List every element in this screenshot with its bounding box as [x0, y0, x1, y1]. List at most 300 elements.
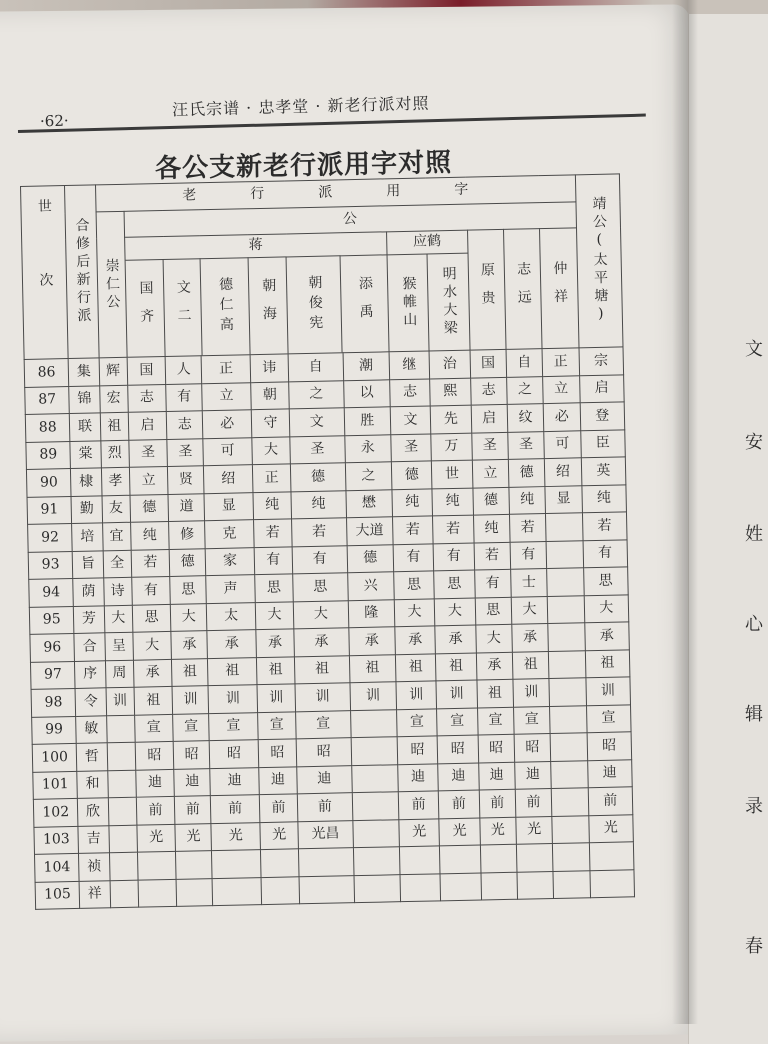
- table-cell: 若: [392, 516, 433, 544]
- jiang-header: 蒋: [125, 232, 387, 260]
- table-cell: 必: [203, 410, 252, 439]
- table-cell: 万: [431, 433, 472, 461]
- generation-number-cell: 90: [26, 468, 71, 496]
- table-cell: 光昌: [298, 820, 353, 849]
- table-cell: 训: [350, 682, 397, 710]
- gong-header: 公: [124, 202, 576, 237]
- table-body: [24, 347, 634, 909]
- page-number: ·62·: [39, 111, 69, 131]
- table-cell: 前: [174, 796, 211, 824]
- table-cell: 荫: [73, 578, 104, 606]
- shi-header: 世次: [21, 186, 69, 360]
- table-cell: 迪: [587, 759, 632, 787]
- table-cell: 大: [293, 600, 348, 629]
- table-cell: 纯: [130, 521, 169, 549]
- table-cell: [350, 709, 397, 737]
- table-cell: 大: [252, 436, 291, 464]
- table-cell: 承: [133, 659, 172, 687]
- table-cell: 祯: [79, 853, 110, 881]
- table-cell: 承: [395, 626, 436, 654]
- table-cell: 纹: [507, 404, 544, 432]
- table-cell: 迪: [297, 765, 352, 794]
- lao-group-header: 老 行 派 用 字: [95, 175, 575, 212]
- table-cell: 祖: [512, 651, 549, 679]
- table-cell: 德: [347, 544, 394, 572]
- table-cell: 承: [294, 628, 349, 657]
- table-cell: 兴: [347, 572, 394, 600]
- table-cell: 大: [394, 598, 435, 626]
- table-cell: 宏: [99, 385, 128, 413]
- table-cell: 宣: [209, 712, 258, 741]
- table-cell: 有: [510, 541, 547, 569]
- table-cell: 思: [394, 571, 435, 599]
- right-page-char: 录: [745, 796, 763, 817]
- generation-number-cell: 95: [29, 606, 74, 634]
- table-cell: 朝: [250, 381, 289, 409]
- table-cell: 志: [390, 378, 431, 406]
- table-cell: 昭: [258, 739, 297, 767]
- table-cell: 立: [543, 375, 580, 403]
- table-cell: 承: [171, 631, 208, 659]
- table-cell: 绍: [545, 458, 582, 486]
- table-cell: [547, 595, 584, 623]
- table-cell: 以: [343, 379, 390, 407]
- table-cell: 圣: [129, 439, 168, 467]
- table-cell: 旨: [73, 550, 104, 578]
- table-cell: 前: [297, 793, 352, 822]
- table-cell: 诗: [103, 577, 132, 605]
- table-cell: 自: [288, 353, 343, 382]
- table-cell: [353, 847, 400, 875]
- table-cell: 立: [472, 459, 509, 487]
- generation-number-cell: 97: [30, 661, 75, 689]
- table-cell: 思: [434, 570, 475, 598]
- table-cell: 有: [474, 569, 511, 597]
- table-cell: 纯: [432, 488, 473, 516]
- table-cell: 前: [439, 790, 480, 818]
- table-cell: 若: [582, 512, 627, 540]
- table-cell: 大: [511, 596, 548, 624]
- table-cell: [352, 792, 399, 820]
- table-cell: 光: [479, 817, 516, 845]
- table-cell: 宣: [173, 713, 210, 741]
- table-cell: 臣: [580, 429, 625, 457]
- table-cell: [110, 880, 139, 908]
- guoqi-header: 国齐: [125, 260, 165, 357]
- table-cell: 登: [580, 402, 625, 430]
- table-cell: 克: [205, 520, 254, 549]
- table-cell: 思: [475, 597, 512, 625]
- table-cell: 令: [75, 688, 106, 716]
- table-cell: 志: [166, 411, 203, 439]
- table-cell: 祖: [349, 654, 396, 682]
- table-cell: [517, 871, 554, 899]
- table-cell: 启: [579, 374, 624, 402]
- table-cell: 光: [516, 816, 553, 844]
- table-cell: 绍: [204, 465, 253, 494]
- table-cell: 德: [169, 548, 206, 576]
- table-cell: 纯: [509, 486, 546, 514]
- table-cell: 宣: [586, 704, 631, 732]
- table-cell: 若: [509, 514, 546, 542]
- generation-number-cell: 103: [34, 826, 79, 854]
- generation-number-cell: 104: [34, 853, 79, 881]
- table-cell: 迪: [515, 761, 552, 789]
- table-cell: 迪: [174, 768, 211, 796]
- right-page-char: 春: [745, 936, 763, 957]
- table-cell: 承: [348, 627, 395, 655]
- table-cell: 德: [391, 461, 432, 489]
- table-cell: 祖: [585, 649, 630, 677]
- table-cell: 有: [393, 543, 434, 571]
- generation-number-cell: 101: [33, 771, 78, 799]
- table-cell: [299, 848, 354, 877]
- table-cell: 正: [542, 348, 579, 376]
- table-cell: [400, 873, 441, 901]
- table-cell: 文: [390, 406, 431, 434]
- table-cell: 大道: [346, 517, 393, 545]
- table-cell: 若: [253, 519, 292, 547]
- table-cell: [260, 849, 299, 877]
- table-cell: 自: [506, 349, 543, 377]
- table-cell: 训: [513, 679, 550, 707]
- table-cell: 欣: [78, 798, 109, 826]
- table-cell: 大: [104, 605, 133, 633]
- table-cell: 前: [515, 789, 552, 817]
- table-cell: 祖: [295, 655, 350, 684]
- table-cell: 承: [584, 622, 629, 650]
- table-cell: [546, 513, 583, 541]
- table-cell: [589, 842, 634, 870]
- table-cell: 隆: [348, 599, 395, 627]
- table-cell: 有: [132, 576, 171, 604]
- table-cell: 有: [166, 383, 203, 411]
- yuangui-header: 原贵: [467, 229, 506, 350]
- table-cell: 正: [202, 355, 251, 384]
- table-cell: 承: [207, 630, 256, 659]
- table-cell: [553, 870, 590, 898]
- table-cell: 声: [206, 575, 255, 604]
- table-cell: 训: [396, 681, 437, 709]
- table-cell: 承: [512, 624, 549, 652]
- table-cell: 之: [506, 376, 543, 404]
- table-cell: 有: [433, 543, 474, 571]
- table-cell: 宣: [477, 707, 514, 735]
- table-cell: [546, 540, 583, 568]
- table-cell: 纯: [581, 484, 626, 512]
- table-cell: 祖: [395, 653, 436, 681]
- lineage-table: [20, 173, 635, 909]
- table-cell: 训: [257, 684, 296, 712]
- table-cell: 若: [292, 518, 347, 547]
- table-cell: 光: [588, 814, 633, 842]
- table-cell: [440, 873, 481, 901]
- table-cell: 宣: [296, 710, 351, 739]
- table-cell: 守: [251, 409, 290, 437]
- right-page-char: 安: [745, 432, 763, 453]
- table-cell: 家: [206, 547, 255, 576]
- table-cell: 大: [475, 624, 512, 652]
- table-cell: 昭: [397, 736, 438, 764]
- table-cell: 集: [68, 358, 99, 386]
- table-cell: [352, 819, 399, 847]
- table-cell: [137, 851, 176, 879]
- lineage-table-wrap: [20, 173, 635, 930]
- table-cell: 可: [544, 430, 581, 458]
- table-cell: 迪: [259, 766, 298, 794]
- table-cell: 祖: [134, 686, 173, 714]
- table-cell: 训: [295, 683, 350, 712]
- table-cell: 训: [208, 685, 257, 714]
- table-cell: [107, 770, 136, 798]
- table-cell: 宣: [257, 711, 296, 739]
- table-cell: 训: [585, 677, 630, 705]
- generation-number-cell: 86: [24, 359, 69, 387]
- table-cell: [553, 843, 590, 871]
- table-cell: 呈: [104, 632, 133, 660]
- table-cell: [590, 869, 635, 897]
- table-cell: 思: [255, 574, 294, 602]
- table-cell: 志: [470, 377, 507, 405]
- right-page-char: 姓: [745, 524, 763, 545]
- table-cell: 棠: [70, 440, 101, 468]
- table-cell: 昭: [587, 732, 632, 760]
- table-cell: 吉: [78, 825, 109, 853]
- chaojunxian-header: 朝俊宪: [286, 256, 342, 354]
- table-cell: 训: [436, 680, 477, 708]
- table-cell: 宜: [102, 522, 131, 550]
- table-cell: 大: [434, 598, 475, 626]
- table-cell: 昭: [135, 741, 174, 769]
- table-cell: [481, 872, 518, 900]
- houweishan-header: 猴帷山: [387, 254, 429, 351]
- table-cell: 思: [293, 573, 348, 602]
- table-cell: 祥: [79, 880, 110, 908]
- table-cell: 继: [389, 351, 430, 379]
- table-cell: 启: [471, 404, 508, 432]
- table-cell: [212, 850, 261, 879]
- table-cell: 启: [128, 411, 167, 439]
- jinggong-header: 靖公(太平塘): [575, 174, 623, 348]
- running-title: 汪氏宗谱 · 忠孝堂 · 新老行派对照: [171, 93, 430, 120]
- table-cell: [551, 788, 588, 816]
- table-cell: 前: [398, 791, 439, 819]
- table-cell: 祖: [256, 656, 295, 684]
- table-cell: 前: [259, 794, 298, 822]
- table-cell: 若: [131, 549, 170, 577]
- table-cell: [299, 875, 354, 904]
- table-cell: 训: [106, 687, 135, 715]
- right-page-char: 辑: [745, 704, 763, 725]
- table-cell: 宗: [579, 347, 624, 375]
- table-cell: [551, 760, 588, 788]
- table-cell: 祖: [477, 679, 514, 707]
- generation-number-cell: 92: [28, 523, 73, 551]
- table-cell: 全: [103, 550, 132, 578]
- table-cell: 前: [136, 796, 175, 824]
- table-cell: 正: [252, 464, 291, 492]
- table-cell: 祖: [208, 657, 257, 686]
- table-cell: 纯: [253, 491, 292, 519]
- table-cell: 大: [133, 631, 172, 659]
- wener-header: 文二: [164, 259, 202, 356]
- tianyu-header: 添禹: [340, 255, 388, 352]
- table-cell: 前: [211, 795, 260, 824]
- table-cell: 士: [511, 569, 548, 597]
- table-cell: 有: [583, 539, 628, 567]
- table-cell: [351, 764, 398, 792]
- table-cell: 圣: [167, 438, 204, 466]
- table-cell: 祖: [100, 412, 129, 440]
- table-cell: 宣: [396, 708, 437, 736]
- generation-number-cell: 91: [27, 496, 72, 524]
- table-cell: [549, 678, 586, 706]
- mingshui-header: 明水大梁: [427, 253, 469, 350]
- table-cell: [106, 715, 135, 743]
- yinghe-header: 应鹤: [387, 231, 467, 255]
- table-cell: 德: [473, 487, 510, 515]
- table-cell: 人: [165, 356, 202, 384]
- table-cell: 圣: [508, 431, 545, 459]
- table-cell: 宣: [437, 708, 478, 736]
- table-cell: 有: [254, 546, 293, 574]
- table-cell: 德: [508, 459, 545, 487]
- page-title: 各公支新老行派用字对照: [154, 147, 453, 185]
- table-cell: 永: [344, 434, 391, 462]
- table-cell: [354, 874, 401, 902]
- generation-number-cell: 98: [31, 688, 76, 716]
- table-cell: 光: [399, 818, 440, 846]
- table-cell: 祖: [436, 653, 477, 681]
- derengao-header: 德仁高: [200, 258, 250, 355]
- table-cell: 懋: [346, 489, 393, 517]
- table-cell: 前: [588, 787, 633, 815]
- table-cell: 立: [129, 466, 168, 494]
- table-cell: 有: [292, 545, 347, 574]
- table-cell: [549, 650, 586, 678]
- table-cell: 光: [137, 824, 176, 852]
- table-cell: 思: [132, 604, 171, 632]
- table-cell: [176, 851, 213, 879]
- table-cell: 文: [289, 408, 344, 437]
- table-cell: 迪: [210, 767, 259, 796]
- table-cell: 大: [170, 603, 207, 631]
- table-cell: 辉: [99, 357, 128, 385]
- chongren-header: 崇仁公: [96, 211, 127, 358]
- generation-number-cell: 105: [35, 881, 80, 909]
- table-cell: 迪: [398, 763, 439, 791]
- table-cell: [547, 568, 584, 596]
- table-cell: 前: [479, 789, 516, 817]
- table-cell: 若: [474, 542, 511, 570]
- table-cell: 讳: [250, 354, 289, 382]
- chaohai-header: 朝海: [248, 257, 288, 354]
- table-cell: 立: [202, 382, 251, 411]
- table-cell: 思: [170, 576, 207, 604]
- table-cell: 宣: [134, 714, 173, 742]
- generation-number-cell: 93: [28, 551, 73, 579]
- table-cell: 潮: [343, 352, 390, 380]
- table-cell: 纯: [392, 488, 433, 516]
- generation-number-cell: 100: [32, 743, 77, 771]
- table-cell: [109, 852, 138, 880]
- table-cell: 治: [429, 350, 470, 378]
- table-cell: 道: [168, 493, 205, 521]
- table-cell: 太: [207, 602, 256, 631]
- table-cell: 周: [105, 660, 134, 688]
- table-cell: 若: [433, 515, 474, 543]
- generation-number-cell: 102: [33, 798, 78, 826]
- table-cell: 友: [102, 495, 131, 523]
- table-cell: 培: [72, 523, 103, 551]
- table-cell: [107, 742, 136, 770]
- table-cell: 序: [75, 660, 106, 688]
- zhongxiang-header: 仲祥: [540, 228, 579, 349]
- table-cell: 迪: [478, 762, 515, 790]
- table-cell: 光: [260, 821, 299, 849]
- table-cell: 纯: [473, 514, 510, 542]
- table-cell: 光: [175, 823, 212, 851]
- table-cell: 承: [476, 652, 513, 680]
- hexiu-header: 合修后新行派: [65, 185, 99, 359]
- table-cell: 芳: [74, 605, 105, 633]
- table-cell: 棣: [71, 468, 102, 496]
- table-cell: 光: [439, 818, 480, 846]
- table-cell: 烈: [100, 440, 129, 468]
- table-cell: 纯: [291, 490, 346, 519]
- table-cell: 德: [291, 463, 346, 492]
- table-cell: 贤: [168, 466, 205, 494]
- table-cell: 迪: [438, 763, 479, 791]
- table-cell: 合: [74, 633, 105, 661]
- generation-number-cell: 89: [26, 441, 71, 469]
- table-cell: 哲: [77, 743, 108, 771]
- table-cell: 可: [203, 437, 252, 466]
- table-cell: [176, 878, 213, 906]
- table-cell: 昭: [296, 738, 351, 767]
- table-cell: 胜: [344, 407, 391, 435]
- table-cell: [138, 879, 177, 907]
- table-cell: 大: [584, 594, 629, 622]
- table-cell: 昭: [437, 735, 478, 763]
- table-cell: 修: [169, 521, 206, 549]
- table-cell: 光: [211, 822, 260, 851]
- table-cell: [550, 705, 587, 733]
- zhiyuan-header: 志远: [503, 229, 542, 350]
- table-cell: 思: [583, 567, 628, 595]
- table-cell: 世: [432, 460, 473, 488]
- table-cell: 锦: [69, 385, 100, 413]
- table-cell: 宣: [513, 706, 550, 734]
- table-cell: [440, 845, 481, 873]
- table-cell: 圣: [290, 435, 345, 464]
- yinghe-group: [386, 230, 469, 352]
- table-cell: 昭: [210, 740, 259, 769]
- table-cell: 昭: [514, 734, 551, 762]
- table-cell: 德: [130, 494, 169, 522]
- table-cell: [548, 623, 585, 651]
- generation-number-cell: 99: [32, 716, 77, 744]
- generation-number-cell: 94: [29, 578, 74, 606]
- table-cell: 联: [70, 413, 101, 441]
- table-cell: 迪: [136, 769, 175, 797]
- jiang-group: [124, 232, 389, 357]
- table-cell: [351, 737, 398, 765]
- table-cell: [550, 733, 587, 761]
- table-cell: 英: [581, 457, 626, 485]
- right-page-char: 心: [745, 614, 763, 635]
- right-page-char: 文: [745, 339, 763, 360]
